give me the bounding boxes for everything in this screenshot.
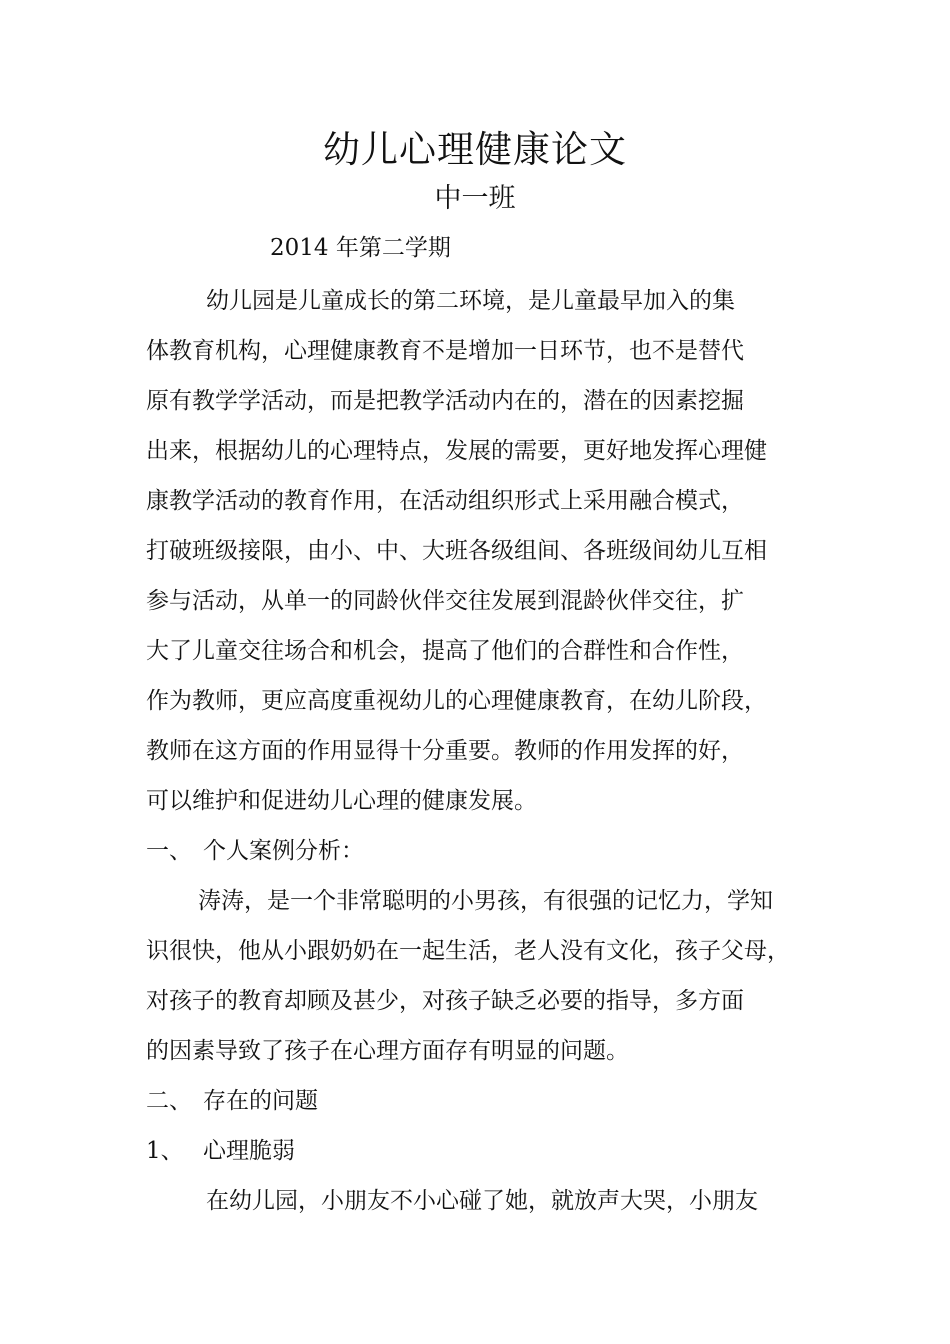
paragraph-line: 打破班级接限，由小、中、大班各级组间、各班级间幼儿互相 <box>146 538 767 564</box>
section-number: 一、 <box>146 838 192 864</box>
paragraph-line: 在幼儿园，小朋友不小心碰了她，就放声大哭，小朋友 <box>206 1188 758 1214</box>
section-number: 二、 <box>146 1088 192 1114</box>
document-title: 幼儿心理健康论文 <box>323 128 627 171</box>
section-label: 存在的问题 <box>203 1088 318 1114</box>
document-body <box>146 276 826 1226</box>
paragraph-line: 大了儿童交往场合和机会，提高了他们的合群性和合作性， <box>146 638 744 664</box>
term-label: 2014 年第二学期 <box>270 235 451 261</box>
paragraph-line: 识很快，他从小跟奶奶在一起生活，老人没有文化，孩子父母， <box>146 938 790 964</box>
section-label: 个人案例分析： <box>203 838 364 864</box>
paragraph-line: 参与活动，从单一的同龄伙伴交往发展到混龄伙伴交往，扩 <box>146 588 744 614</box>
list-item-heading <box>146 1126 826 1176</box>
paragraph-line: 体教育机构，心理健康教育不是增加一日环节，也不是替代 <box>146 338 744 364</box>
paragraph-line: 可以维护和促进幼儿心理的健康发展。 <box>146 788 537 814</box>
paragraph-line: 幼儿园是儿童成长的第二环境，是儿童最早加入的集 <box>206 288 735 314</box>
paragraph-line: 教师在这方面的作用显得十分重要。教师的作用发挥的好， <box>146 738 744 764</box>
paragraph-line: 的因素导致了孩子在心理方面存有明显的问题。 <box>146 1038 629 1064</box>
paragraph-line: 对孩子的教育却顾及甚少，对孩子缺乏必要的指导，多方面 <box>146 988 744 1014</box>
list-item-number: 1、 <box>146 1138 184 1164</box>
class-name: 中一班 <box>434 183 516 214</box>
paragraph-line: 原有教学学活动，而是把教学活动内在的，潜在的因素挖掘 <box>146 388 744 414</box>
list-item-label: 心理脆弱 <box>203 1138 295 1164</box>
paragraph-line: 作为教师，更应高度重视幼儿的心理健康教育，在幼儿阶段， <box>146 688 767 714</box>
paragraph-line: 康教学活动的教育作用，在活动组织形式上采用融合模式， <box>146 488 744 514</box>
section-heading <box>146 1076 826 1126</box>
paragraph-line: 涛涛，是一个非常聪明的小男孩，有很强的记忆力，学知 <box>198 888 773 914</box>
paragraph-line: 出来，根据幼儿的心理特点，发展的需要，更好地发挥心理健 <box>146 438 767 464</box>
section-heading <box>146 826 826 876</box>
